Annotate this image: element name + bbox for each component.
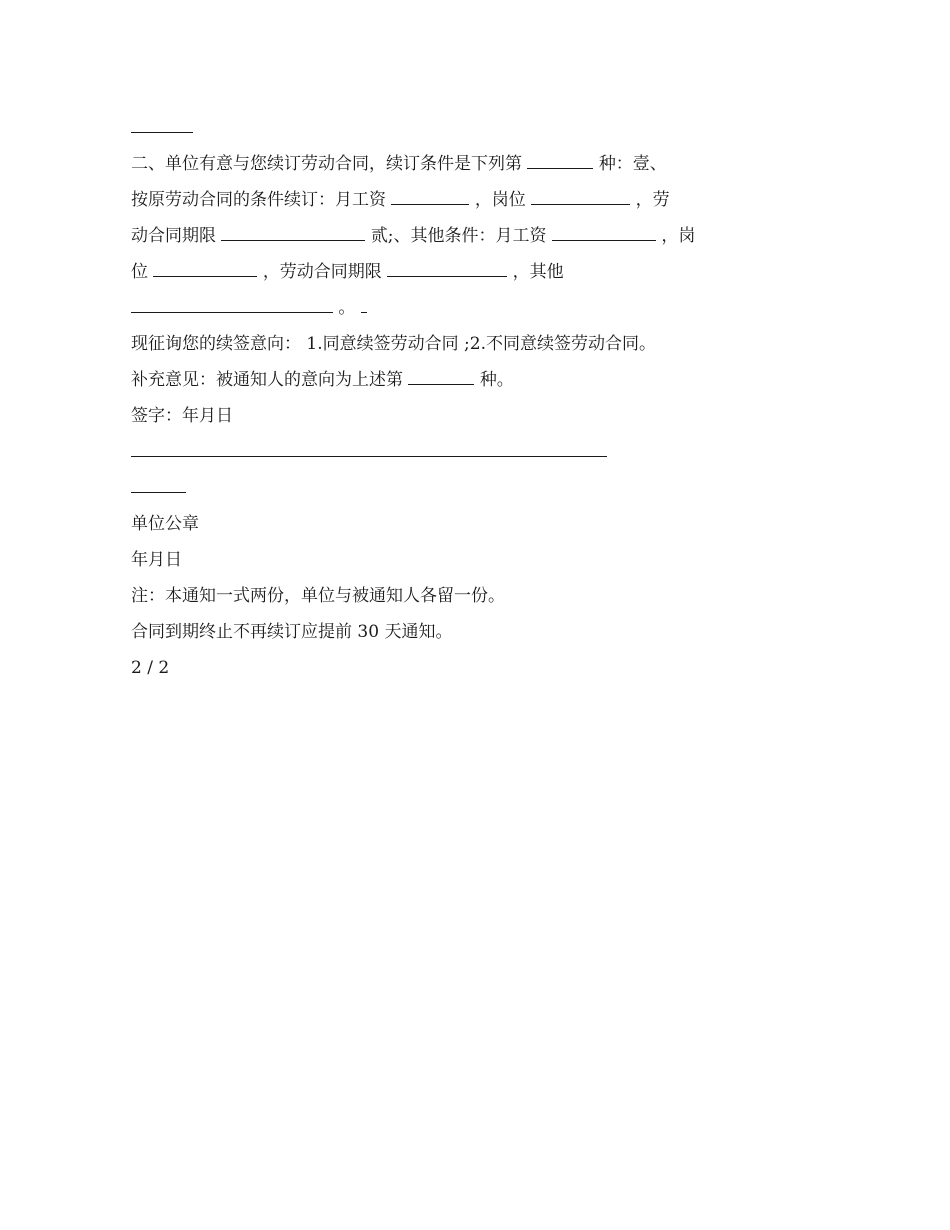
horizontal-rule-short xyxy=(131,491,186,493)
text-segment: 位 xyxy=(131,262,148,282)
renewal-conditions-line-1 xyxy=(131,146,721,182)
supplementary-opinion xyxy=(131,362,721,398)
fill-in-blank xyxy=(131,131,193,133)
fill-in-blank-position xyxy=(531,203,630,205)
fill-in-blank-monthly-salary-other xyxy=(552,239,656,241)
renewal-inquiry: 现征询您的续签意向： 1.同意续签劳动合同 ;2.不同意续签劳动合同。 xyxy=(131,334,656,354)
text-segment: 贰;、其他条件：月工资 xyxy=(370,226,547,246)
text-segment: 种。 xyxy=(479,370,514,390)
separator-short xyxy=(131,470,721,506)
text-segment: 种：壹、 xyxy=(598,154,667,174)
text-segment: 动合同期限 xyxy=(131,226,216,246)
company-seal: 单位公章 xyxy=(131,514,199,534)
fill-in-blank-intent-option xyxy=(408,383,474,385)
renewal-conditions-line-4 xyxy=(131,254,721,290)
text-segment: 。 xyxy=(338,298,356,318)
text-segment: 二、单位有意与您续订劳动合同，续订条件是下列第 xyxy=(131,154,522,174)
separator-long xyxy=(131,434,721,470)
renewal-conditions-line-3 xyxy=(131,218,721,254)
seal-date: 年月日 xyxy=(131,550,182,570)
renewal-conditions-line-2 xyxy=(131,182,721,218)
fill-in-blank-monthly-salary xyxy=(391,203,469,205)
document-body xyxy=(131,110,721,686)
notice-period: 合同到期终止不再续订应提前 30 天通知。 xyxy=(131,622,453,642)
text-segment: ，岗位 xyxy=(474,190,526,210)
top-blank-line xyxy=(131,110,721,146)
text-segment: ，劳 xyxy=(635,190,670,210)
text-segment: ，其他 xyxy=(512,262,564,282)
horizontal-rule xyxy=(131,455,607,457)
note: 注：本通知一式两份，单位与被通知人各留一份。 xyxy=(131,586,505,606)
fill-in-blank-contract-term xyxy=(221,239,365,241)
text-segment: 按原劳动合同的条件续订：月工资 xyxy=(131,190,386,210)
text-segment: ，劳动合同期限 xyxy=(262,262,382,282)
renewal-conditions-line-5 xyxy=(131,290,721,326)
signature-line: 签字：年月日 xyxy=(131,406,233,426)
fill-in-blank-option-number xyxy=(527,167,593,169)
text-segment: ，岗 xyxy=(661,226,696,246)
trailing-mark xyxy=(361,311,367,313)
fill-in-blank-other-conditions xyxy=(131,311,333,313)
fill-in-blank-contract-term-other xyxy=(387,275,507,277)
fill-in-blank-position-other xyxy=(153,275,257,277)
text-segment: 补充意见：被通知人的意向为上述第 xyxy=(131,370,403,390)
page-number: 2 / 2 xyxy=(131,658,170,678)
